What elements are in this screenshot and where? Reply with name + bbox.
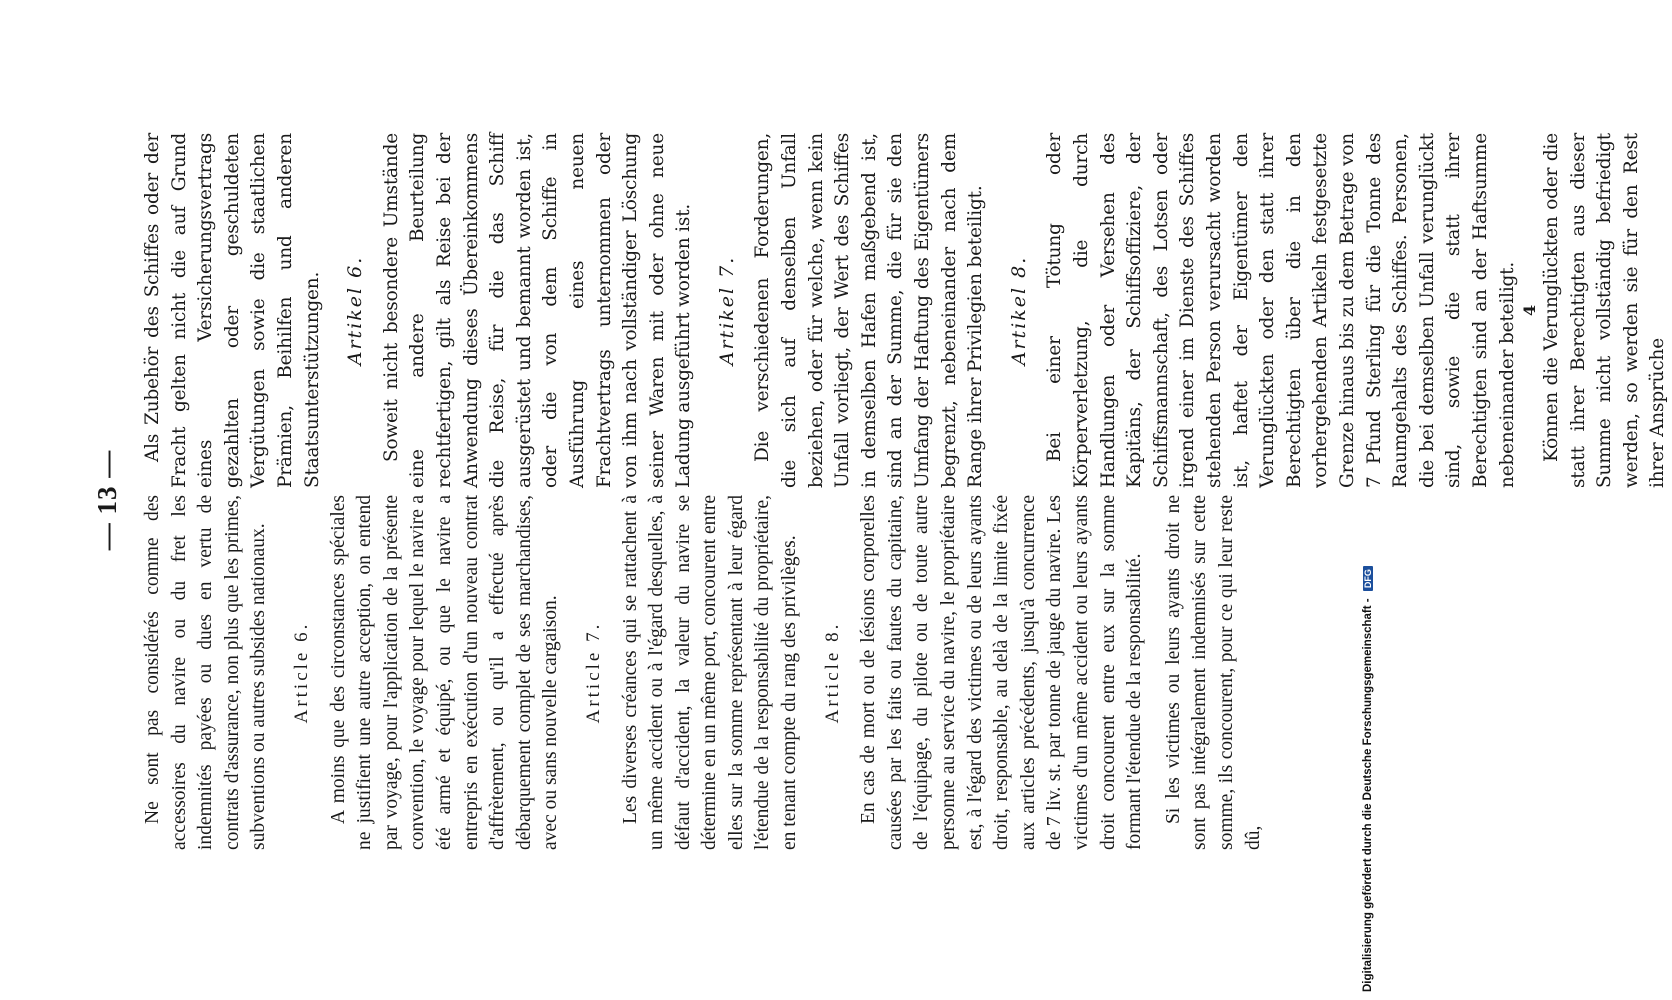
french-article-8-title: Article 8.: [821, 621, 843, 724]
german-article-8-text-2: Können die Verunglückten oder die statt ihrer Berechtigten aus dieser Summe nicht vollständig befriedigt werden, so werden sie für den Rest ihrer Ansprüche: [1541, 133, 1669, 488]
french-article-8-text-2: Si les victimes ou leurs ayants droit ne sont pas intégralement indemnisés sur cette somme, ils concourent, pour ce qui leur reste dû,: [1162, 495, 1264, 850]
french-article-6-title: Article 6.: [290, 621, 312, 724]
french-article-7-title: Article 7.: [582, 621, 604, 724]
french-article-6-text: A moins que des circonstances spéciales ne justifient une autre acception, on entend par voyage, pour l'application de la présente convention, le voyage pour lequel le navire a été armé et équipé, ou que le navire a entrepris en exécution d'un nouveau contrat d'affrètement, ou qu'il a effectué après débarquement complet de ses marchandises, avec ou sans nouvelle cargaison.: [327, 495, 562, 850]
attribution-text-wrapper: [1362, 12, 1374, 1000]
french-column: [140, 495, 1267, 850]
german-article-8-text-1: Bei einer Tötung oder Körperverletzung, die durch Handlungen oder Versehen des Kapitäns, der Schiffsoffiziere, der Schiffsmannschaft, des Lotsen oder irgend einer im Dienste des Schiffes stehenden Person verursacht worden ist, haftet der Eigentümer den Verunglückten oder den statt ihrer Berechtigten über die in den vorhergehenden Artikeln festgesetzte Grenze hinaus bis zu dem Betrage von 7 Pfund Sterling für die Tonne des Raumgehalts des Schiffes. Personen, die bei demselben Unfall verunglückt sind, sowie die statt ihrer Berechtigten sind an der Haftsumme nebeneinander beteiligt.: [1044, 133, 1518, 488]
signature-mark: 4: [1520, 305, 1540, 316]
german-intro-paragraph: Als Zubehör des Schiffes oder der Fracht gelten nicht die auf Grund eines Versicherungsvertrags gezahlten oder geschuldeten Vergütungen sowie die staatlichen Prämien, Beihilfen und anderen Staatsunterstützungen.: [142, 133, 323, 488]
french-article-7-text: Les diverses créances qui se rattachent à un même accident ou à l'égard desquelles, à défaut d'accident, la valeur du navire se détermine en un même port, concourent entre elles sur la somme représentant à leur égard l'étendue de la responsabilité du propriétaire, en tenant compte du rang des privilèges.: [619, 495, 801, 850]
german-article-6-title: Artikel 6.: [344, 255, 367, 366]
page-number: — 13 —: [92, 449, 122, 551]
french-intro-paragraph: Ne sont pas considérés comme des accessoires du navire ou du fret les indemnités payées ou dues en vertu de contrats d'assurance, non plus que les primes, subventions ou autres subsides nationaux.: [142, 495, 270, 850]
french-article-8-text-1: En cas de mort ou de lésions corporelles causées par les faits ou fautes du capitaine, de l'équipage, du pilote ou de toute autre personne au service du navire, le propriétaire est, à l'égard des victimes ou de leurs ayants droit, responsable, au delà de la limite fixée aux articles précédents, jusqu'à concurrence de 7 liv. st. par tonne de jauge du navire. Les victimes d'un même accident ou leurs ayants droit concourent entre eux sur la somme formant l'étendue de la responsabilité.: [858, 495, 1146, 850]
dfg-logo: DFG: [1363, 566, 1373, 591]
german-article-7-title: Artikel 7.: [715, 255, 738, 366]
attribution-text: Digitalisierung gefördert durch die Deutsche Forschungsgemeinschaft -: [1362, 598, 1374, 992]
german-article-6-text: Soweit nicht besondere Umstände eine andere Beurteilung rechtfertigen, gilt als Reise bei der Anwendung dieses Übereinkommens die Reise, für die das Schiff ausgerüstet und bemannt worden ist, oder die von dem Schiffe in Ausführung eines neuen Frachtvertrags unternommen oder von ihm nach vollständiger Löschung seiner Waren mit oder ohne neue Ladung ausgeführt worden ist.: [380, 133, 695, 488]
german-article-8-title: Artikel 8.: [1007, 255, 1030, 366]
german-column: [140, 133, 1672, 488]
german-article-7-text: Die verschiedenen Forderungen, die sich auf denselben Unfall beziehen, oder für welche, wenn kein Unfall vorliegt, der Wert des Schiffes in demselben Hafen maßgebend ist, sind an der Summe, die für sie den Umfang der Haftung des Eigentümers begrenzt, nebeneinander nach dem Range ihrer Privilegien beteiligt.: [752, 133, 987, 488]
attribution-strip: [1356, 10, 1378, 990]
